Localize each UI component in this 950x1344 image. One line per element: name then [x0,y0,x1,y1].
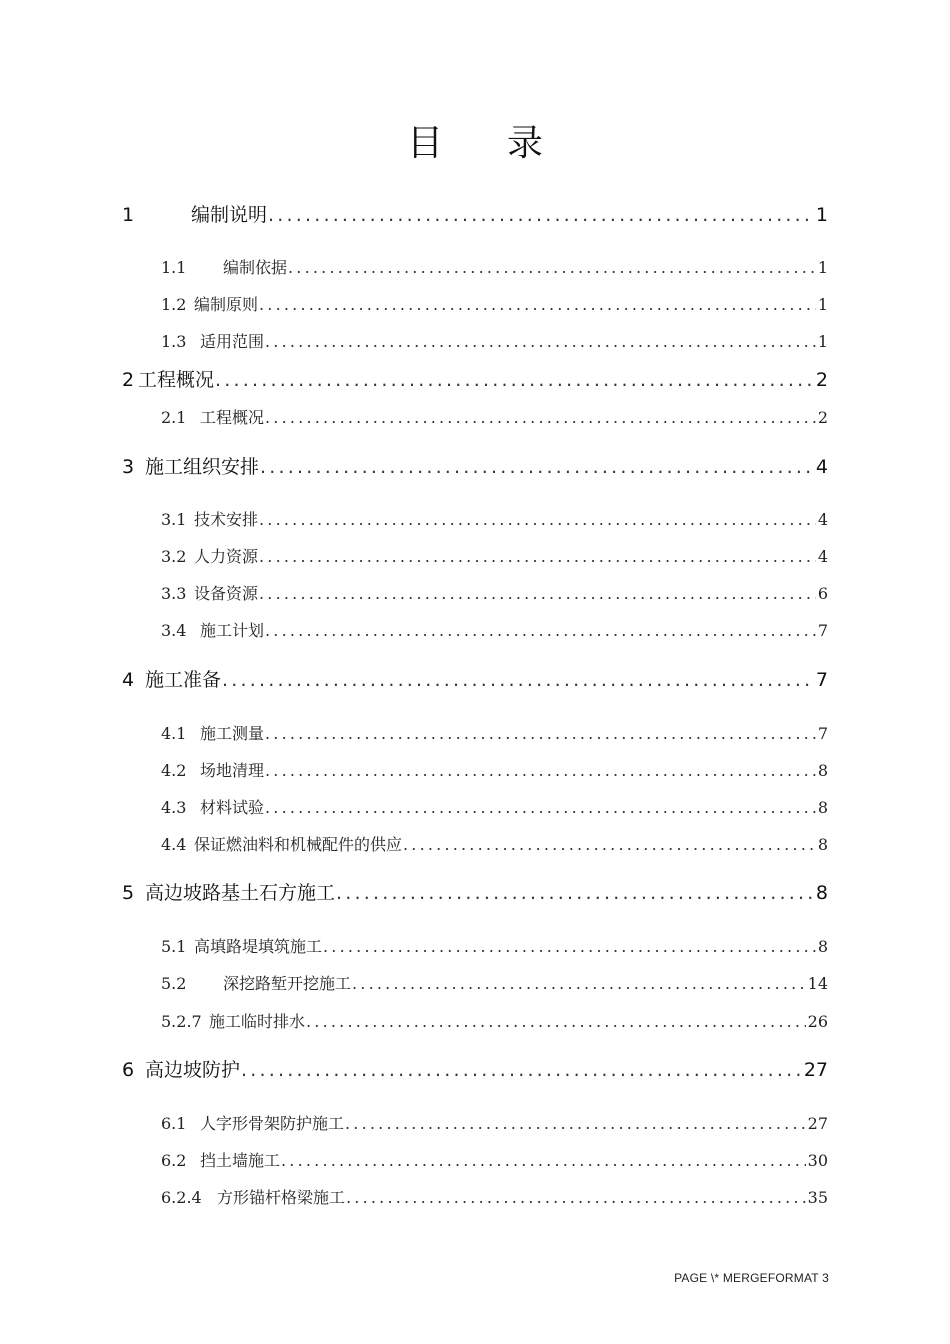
entry-page: 8 [817,835,828,854]
entry-page: 27 [807,1114,828,1133]
entry-page: 4 [817,547,828,566]
dot-leader [259,508,816,532]
entry-label: 高边坡防护 [145,1059,241,1081]
entry-label: 施工组织安排 [145,456,260,478]
entry-number: 4.2 [161,761,187,780]
toc-entry-6-1[interactable] [0,1112,828,1136]
toc-entry-3-1[interactable] [0,508,828,532]
toc-title [0,118,950,170]
dot-leader [259,545,816,569]
entry-label: 工程概况 [200,408,265,427]
entry-number: 4.3 [161,798,187,817]
entry-label: 方形锚杆格梁施工 [217,1188,346,1207]
entry-page: 8 [817,937,828,956]
toc-entry-4-3[interactable] [0,796,828,820]
toc-entry-5-2[interactable] [0,972,828,996]
entry-page: 4 [815,456,828,478]
entry-page: 7 [817,724,828,743]
entry-label: 保证燃油料和机械配件的供应 [194,835,403,854]
toc-entry-2-1[interactable] [0,406,828,430]
entry-label: 深挖路堑开挖施工 [223,974,352,993]
entry-number: 5.1 [161,937,187,956]
entry-page: 1 [817,258,828,277]
entry-number: 3.3 [161,584,187,603]
entry-label: 施工准备 [145,669,222,691]
entry-page: 14 [807,974,828,993]
entry-number: 1.1 [161,258,187,277]
dot-leader [215,366,814,394]
toc-entry-4-1[interactable] [0,722,828,746]
dot-leader [259,582,816,606]
entry-label: 工程概况 [138,369,215,391]
entry-label: 施工计划 [200,621,265,640]
entry-page: 35 [807,1188,828,1207]
entry-page: 30 [807,1151,828,1170]
toc-entry-5-2-7[interactable] [0,1010,828,1034]
entry-number: 5.2 [161,974,187,993]
dot-leader [346,1186,806,1210]
entry-page: 2 [817,408,828,427]
toc-entry-2[interactable] [0,366,828,394]
entry-label: 适用范围 [200,332,265,351]
entry-number: 4 [122,669,135,691]
entry-number: 3 [122,456,135,478]
entry-label: 人字形骨架防护施工 [200,1114,345,1133]
entry-number: 2 [122,369,135,391]
title-char-2: 录 [507,123,544,164]
entry-number: 6.1 [161,1114,187,1133]
toc-entry-1-3[interactable] [0,330,828,354]
entry-number: 6.2 [161,1151,187,1170]
toc-entry-1[interactable] [0,201,828,229]
entry-label: 设备资源 [194,584,259,603]
dot-leader [259,293,816,317]
entry-number: 2.1 [161,408,187,427]
dot-leader [323,935,816,959]
entry-page: 6 [817,584,828,603]
entry-label: 人力资源 [194,547,259,566]
entry-label: 高边坡路基土石方施工 [145,882,336,904]
entry-page: 2 [815,369,828,391]
entry-number: 4.4 [161,835,187,854]
dot-leader [265,796,816,820]
dot-leader [265,330,816,354]
toc-entry-6-2-4[interactable] [0,1186,828,1210]
entry-number: 5 [122,882,135,904]
entry-page: 8 [817,798,828,817]
dot-leader [265,722,816,746]
entry-label: 施工测量 [200,724,265,743]
entry-number: 3.4 [161,621,187,640]
entry-page: 26 [807,1012,828,1031]
toc-entry-4[interactable] [0,666,828,694]
entry-label: 高填路堤填筑施工 [194,937,323,956]
entry-number: 1.2 [161,295,187,314]
dot-leader [260,453,814,481]
dot-leader [345,1112,806,1136]
entry-number: 4.1 [161,724,187,743]
dot-leader [288,256,816,280]
dot-leader [241,1056,802,1084]
entry-label: 编制说明 [191,204,268,226]
dot-leader [222,666,814,694]
toc-entry-3-4[interactable] [0,619,828,643]
entry-number: 6.2.4 [161,1188,202,1207]
entry-number: 1 [122,204,135,226]
entry-page: 4 [817,510,828,529]
entry-label: 挡土墙施工 [200,1151,281,1170]
dot-leader [306,1010,806,1034]
entry-label: 编制依据 [223,258,288,277]
toc-entry-5-1[interactable] [0,935,828,959]
entry-page: 27 [803,1059,828,1081]
entry-label: 技术安排 [194,510,259,529]
toc-entry-1-2[interactable] [0,293,828,317]
dot-leader [336,879,814,907]
entry-page: 8 [817,761,828,780]
entry-number: 6 [122,1059,135,1081]
toc-entry-6[interactable] [0,1056,828,1084]
dot-leader [352,972,806,996]
dot-leader [265,619,816,643]
title-char-1: 目 [406,123,443,164]
dot-leader [403,833,816,857]
entry-label: 编制原则 [194,295,259,314]
entry-page: 1 [817,295,828,314]
page-footer: PAGE \* MERGEFORMAT 3 [674,1271,829,1285]
entry-label: 场地清理 [200,761,265,780]
toc-entry-3[interactable] [0,453,828,481]
toc-entry-3-2[interactable] [0,545,828,569]
dot-leader [265,759,816,783]
dot-leader [281,1149,806,1173]
entry-page: 7 [817,621,828,640]
toc-entry-3-3[interactable] [0,582,828,606]
entry-page: 8 [815,882,828,904]
entry-page: 1 [817,332,828,351]
entry-page: 1 [815,204,828,226]
entry-label: 施工临时排水 [209,1012,306,1031]
entry-number: 5.2.7 [161,1012,202,1031]
toc-entry-6-2[interactable] [0,1149,828,1173]
dot-leader [265,406,816,430]
dot-leader [268,201,814,229]
entry-label: 材料试验 [200,798,265,817]
entry-number: 3.1 [161,510,187,529]
entry-number: 3.2 [161,547,187,566]
toc-entry-4-2[interactable] [0,759,828,783]
entry-page: 7 [815,669,828,691]
toc-entry-4-4[interactable] [0,833,828,857]
toc-entry-5[interactable] [0,879,828,907]
entry-number: 1.3 [161,332,187,351]
toc-entry-1-1[interactable] [0,256,828,280]
